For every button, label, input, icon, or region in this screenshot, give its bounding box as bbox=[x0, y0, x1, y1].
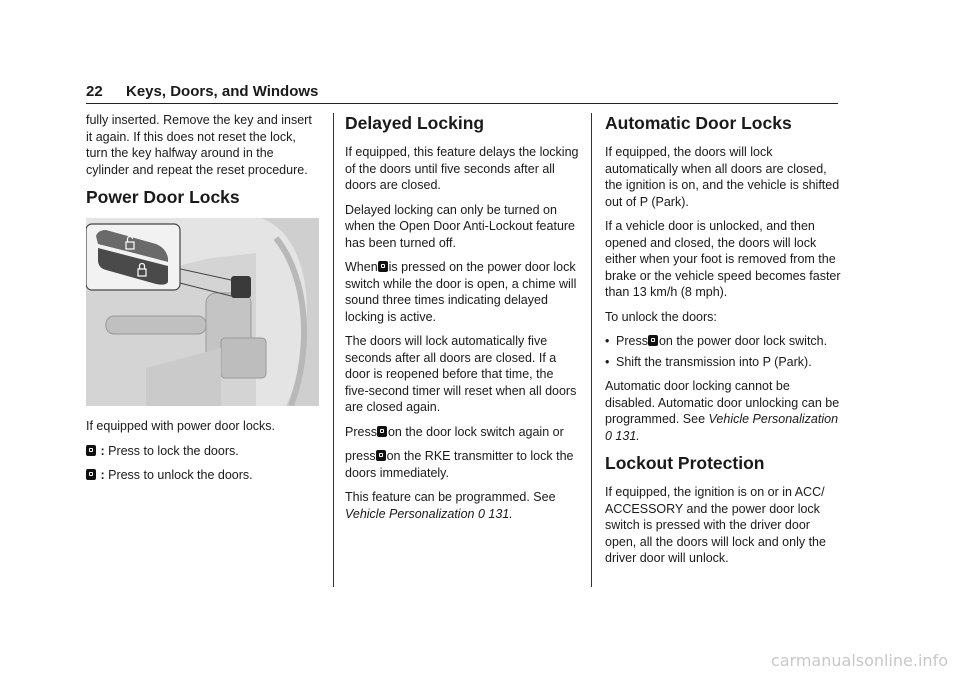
lockout-p1: If equipped, the ignition is on or in ACC/ ACCESSORY and the power door lock switch is pressed with the driver door open, all the doors will lock and only the driver door will unlock. bbox=[605, 485, 826, 565]
door-lock-switch-illustration bbox=[86, 218, 319, 406]
delayed-p6-lead: press bbox=[345, 449, 376, 463]
column-2 bbox=[345, 112, 580, 530]
delayed-p3 bbox=[345, 259, 580, 325]
heading-automatic-door-locks: Automatic Door Locks bbox=[605, 113, 792, 133]
bullet1-text: on the power door lock switch. bbox=[658, 334, 828, 348]
auto-p4-text: Automatic door locking cannot be disabled. Automatic door unlocking can be programmed. See bbox=[605, 379, 840, 426]
list-item bbox=[605, 333, 841, 350]
vehicle-personalization-link[interactable]: Vehicle Personalization bbox=[708, 412, 839, 426]
heading-lockout-protection: Lockout Protection bbox=[605, 453, 765, 473]
rke-lock-icon bbox=[376, 450, 386, 461]
column-divider-2 bbox=[591, 113, 592, 587]
delayed-p5 bbox=[345, 424, 580, 441]
watermark: carmanualsonline.info bbox=[770, 651, 948, 670]
delayed-p3-lead: When bbox=[345, 260, 378, 274]
unlock-definition-text: Press to unlock the doors. bbox=[108, 468, 253, 482]
list-item: • Shift the transmission into P (Park). bbox=[605, 354, 841, 371]
auto-p2: If a vehicle door is unlocked, and then opened and closed, the doors will lock either when your foot is removed from the brake or the vehicle speed becomes faster than 13 km/h (8 mph). bbox=[605, 219, 841, 299]
delayed-p6 bbox=[345, 448, 580, 481]
lock-icon bbox=[378, 261, 388, 272]
continued-paragraph: fully inserted. Remove the key and insert it again. If this does not reset the lock, turn the key halfway around in the cylinder and repeat the reset procedure. bbox=[86, 113, 312, 177]
auto-p1: If equipped, the doors will lock automatically when all doors are closed, the ignition is on, and the vehicle is shifted out of P (Park). bbox=[605, 145, 840, 209]
column-3 bbox=[605, 112, 841, 575]
delayed-p1: If equipped, this feature delays the locking of the doors until five seconds after all doors are closed. bbox=[345, 145, 579, 192]
unlock-definition: : Press to unlock the doors. bbox=[86, 467, 320, 484]
delayed-p6-text: on the RKE transmitter to lock the doors immediately. bbox=[345, 449, 574, 480]
delayed-p3-text: is pressed on the power door lock switch while the door is open, a chime will sound three times indicating delayed locking is active. bbox=[345, 260, 577, 324]
vehicle-personalization-link[interactable]: Vehicle Personalization bbox=[345, 506, 475, 521]
page-header bbox=[86, 82, 838, 102]
delayed-p7-text: This feature can be programmed. See bbox=[345, 490, 556, 504]
unlock-icon bbox=[648, 335, 658, 346]
heading-power-door-locks: Power Door Locks bbox=[86, 187, 240, 207]
section-title: Keys, Doors, and Windows bbox=[126, 83, 319, 100]
header-rule bbox=[86, 103, 838, 104]
delayed-p4: The doors will lock automatically five seconds after all doors are closed. If a door is reopened before that time, the five-second timer will reset when all doors are closed again. bbox=[345, 334, 577, 414]
lock-icon bbox=[377, 426, 387, 437]
heading-delayed-locking: Delayed Locking bbox=[345, 113, 485, 133]
page-reference[interactable]: 0 131. bbox=[605, 428, 640, 443]
bullet1-lead: Press bbox=[616, 334, 648, 348]
delayed-p5-text: on the door lock switch again or bbox=[387, 424, 564, 439]
delayed-p7 bbox=[345, 489, 580, 522]
unlock-icon bbox=[86, 469, 96, 480]
auto-p3: To unlock the doors: bbox=[605, 309, 717, 324]
unlock-steps-list bbox=[605, 333, 841, 370]
delayed-p5-lead: Press bbox=[345, 424, 377, 439]
column-1 bbox=[86, 112, 320, 492]
lock-icon bbox=[86, 445, 96, 456]
auto-p4 bbox=[605, 378, 841, 444]
lock-definition-text: Press to lock the doors. bbox=[108, 443, 239, 458]
page-number: 22 bbox=[86, 83, 103, 100]
lock-definition: : Press to lock the doors. bbox=[86, 443, 320, 460]
page-reference[interactable]: 0 131. bbox=[477, 506, 513, 521]
figure-caption: If equipped with power door locks. bbox=[86, 419, 275, 433]
delayed-p2: Delayed locking can only be turned on when the Open Door Anti-Lockout feature has been turned off. bbox=[345, 202, 576, 250]
column-divider-1 bbox=[333, 113, 334, 587]
